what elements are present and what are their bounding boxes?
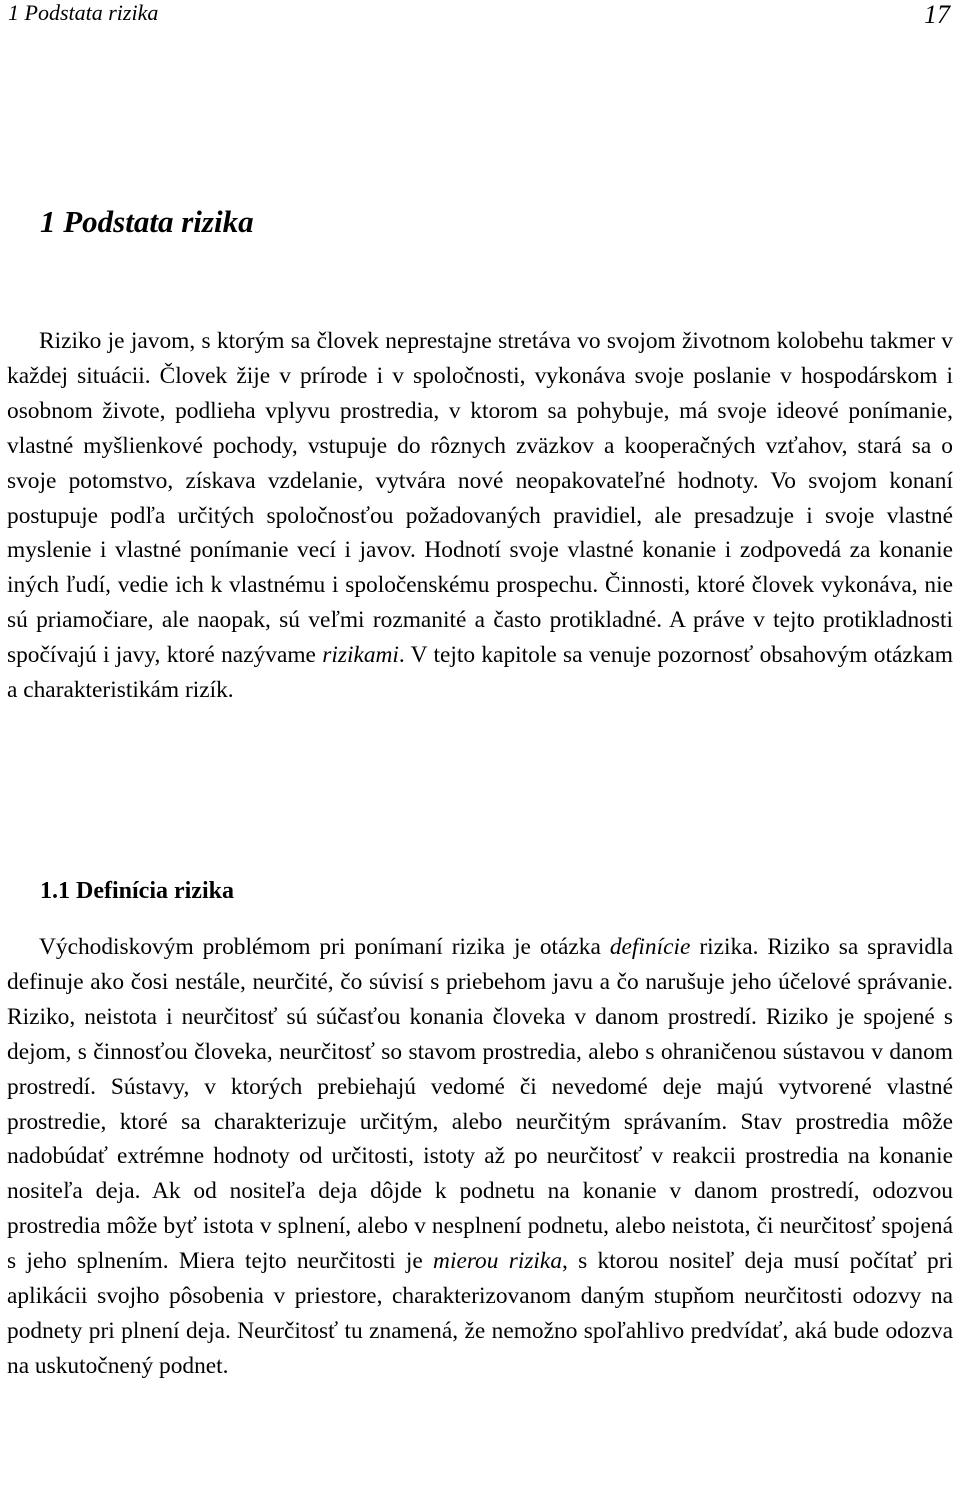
intro-emphasis: rizikami xyxy=(322,642,399,669)
page-number: 17 xyxy=(924,0,950,29)
section-emphasis-definition: definície xyxy=(609,934,691,960)
section-text-3: , s ktorou nositeľ deja musí počítať pri aplikácii svojho pôsobenia v priestore, charakterizovanom daným stupňom neurčitosti odozvy na podnety pri plnení deja. Neurčitosť tu znamená, že nemožno spoľahlivo predvídať, aká bude odozva na uskutočnený podnet. xyxy=(7,1248,953,1379)
section-text-2: rizika. Riziko sa spravidla definuje ako čosi nestále, neurčité, čo súvisí s priebehom javu a čo narušuje jeho účelové správanie. Riziko, neistota i neurčitosť sú súčasťou konania človeka v danom prostredí. Riziko je spojené s dejom, s činnosťou človeka, neurčitosť so stavom prostredia, alebo s ohraničenou sústavou v danom prostredí. Sústavy, v ktorých prebiehajú vedomé či nevedomé deje majú vytvorené vlastné prostredie, ktoré sa charakterizuje určitým, alebo neurčitým správaním. Stav prostredia môže nadobúdať extrémne hodnoty od určitosti, istoty až po neurčitosť v reakcii prostredia na konanie nositeľa deja. Ak od nositeľa deja dôjde k podnetu na konanie v danom prostredí, odozvou prostredia môže byť istota v splnení, alebo v nesplnení podnetu, alebo neistota, či neurčitosť spojená s jeho splnením. Miera tejto neurčitosti je xyxy=(7,934,953,1275)
chapter-title: 1 Podstata rizika xyxy=(40,204,254,239)
section-emphasis-risk-measure: mierou rizika xyxy=(433,1248,563,1275)
intro-text-2: . V tejto kapitole sa venuje pozornosť obsahovým otázkam a charakteristikám rizík. xyxy=(7,642,953,704)
running-header-chapter: 1 Podstata rizika xyxy=(8,0,159,25)
intro-text-1: Riziko je javom, s ktorým sa človek neprestajne stretáva vo svojom životnom kolobehu takmer v každej situácii. Človek žije v prírode i v spoločnosti, vykonáva svoje poslanie v hospodárskom i osobnom živote, podlieha vplyvu prostredia, v ktorom sa pohybuje, má svoje ideové ponímanie, vlastné myšlienkové pochody, vstupuje do rôznych zväzkov a kooperačných vzťahov, stará sa o svoje potomstvo, získava vzdelanie, vytvára nové neopakovateľné hodnoty. Vo svojom konaní postupuje podľa určitých spoločnosťou požadovaných pravidiel, ale presadzuje i svoje vlastné myslenie i vlastné ponímanie vecí i javov. Hodnotí svoje vlastné konanie i zodpovedá za konanie iných ľudí, vedie ich k vlastnému i spoločenskému prospechu. Činnosti, ktoré človek vykonáva, nie sú priamočiare, ale naopak, sú veľmi rozmanité a často protikladné. A práve v tejto protikladnosti spočívajú i javy, ktoré nazývame xyxy=(7,328,953,669)
section-paragraph xyxy=(7,930,953,1384)
intro-paragraph xyxy=(7,324,953,708)
running-header xyxy=(8,0,952,29)
section-title: 1.1 Definícia rizika xyxy=(40,878,234,904)
section-text-1: Východiskovým problémom pri ponímaní rizika je otázka xyxy=(39,934,610,960)
